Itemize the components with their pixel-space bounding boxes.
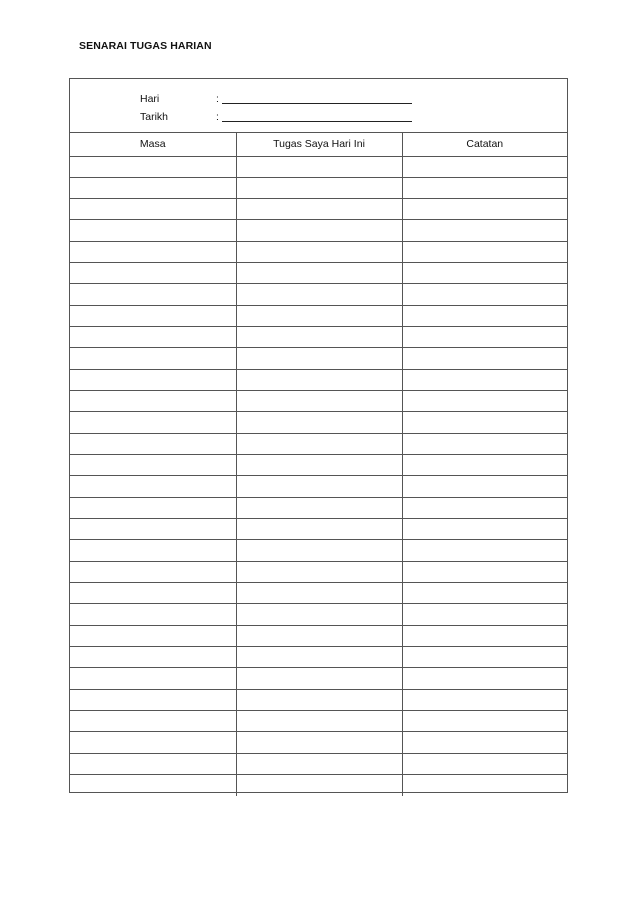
- time-cell[interactable]: [70, 625, 236, 646]
- table-row: [70, 455, 567, 476]
- task-cell[interactable]: [236, 519, 402, 540]
- task-cell[interactable]: [236, 199, 402, 220]
- time-cell[interactable]: [70, 156, 236, 177]
- notes-cell[interactable]: [402, 199, 567, 220]
- time-cell[interactable]: [70, 668, 236, 689]
- table-row: [70, 391, 567, 412]
- time-cell[interactable]: [70, 519, 236, 540]
- day-colon: :: [216, 93, 219, 105]
- time-cell[interactable]: [70, 433, 236, 454]
- task-cell[interactable]: [236, 348, 402, 369]
- table-row: [70, 156, 567, 177]
- notes-cell[interactable]: [402, 540, 567, 561]
- task-cell[interactable]: [236, 433, 402, 454]
- table-row: [70, 412, 567, 433]
- table-row: [70, 348, 567, 369]
- task-cell[interactable]: [236, 476, 402, 497]
- notes-cell[interactable]: [402, 753, 567, 774]
- task-cell[interactable]: [236, 241, 402, 262]
- notes-cell[interactable]: [402, 412, 567, 433]
- notes-cell[interactable]: [402, 348, 567, 369]
- task-cell[interactable]: [236, 647, 402, 668]
- notes-cell[interactable]: [402, 433, 567, 454]
- table-row: [70, 327, 567, 348]
- table-row: [70, 433, 567, 454]
- time-cell[interactable]: [70, 199, 236, 220]
- task-cell[interactable]: [236, 775, 402, 796]
- time-cell[interactable]: [70, 711, 236, 732]
- notes-cell[interactable]: [402, 583, 567, 604]
- task-cell[interactable]: [236, 732, 402, 753]
- time-cell[interactable]: [70, 220, 236, 241]
- task-cell[interactable]: [236, 604, 402, 625]
- table-row: [70, 241, 567, 262]
- task-cell[interactable]: [236, 391, 402, 412]
- table-row: [70, 604, 567, 625]
- table-row: [70, 177, 567, 198]
- notes-cell[interactable]: [402, 604, 567, 625]
- table-row: [70, 540, 567, 561]
- notes-cell[interactable]: [402, 711, 567, 732]
- task-cell[interactable]: [236, 668, 402, 689]
- table-row: [70, 625, 567, 646]
- notes-cell[interactable]: [402, 284, 567, 305]
- notes-cell[interactable]: [402, 519, 567, 540]
- time-cell[interactable]: [70, 497, 236, 518]
- table-row: [70, 561, 567, 582]
- time-cell[interactable]: [70, 177, 236, 198]
- table-row: [70, 220, 567, 241]
- table-row: [70, 711, 567, 732]
- table-row: [70, 519, 567, 540]
- time-cell[interactable]: [70, 540, 236, 561]
- notes-cell[interactable]: [402, 263, 567, 284]
- table-row: [70, 647, 567, 668]
- time-cell[interactable]: [70, 391, 236, 412]
- time-cell[interactable]: [70, 241, 236, 262]
- time-cell[interactable]: [70, 327, 236, 348]
- table-row: [70, 668, 567, 689]
- table-row: [70, 284, 567, 305]
- notes-cell[interactable]: [402, 732, 567, 753]
- notes-cell[interactable]: [402, 561, 567, 582]
- task-cell[interactable]: [236, 177, 402, 198]
- time-cell[interactable]: [70, 348, 236, 369]
- daily-task-form: [69, 78, 568, 793]
- notes-cell[interactable]: [402, 689, 567, 710]
- notes-cell[interactable]: [402, 305, 567, 326]
- table-row: [70, 497, 567, 518]
- task-cell[interactable]: [236, 305, 402, 326]
- time-cell[interactable]: [70, 369, 236, 390]
- task-cell[interactable]: [236, 497, 402, 518]
- task-cell[interactable]: [236, 455, 402, 476]
- time-cell[interactable]: [70, 775, 236, 796]
- time-cell[interactable]: [70, 561, 236, 582]
- notes-cell[interactable]: [402, 497, 567, 518]
- table-body: [70, 156, 567, 796]
- task-cell[interactable]: [236, 753, 402, 774]
- column-header-notes: Catatan: [402, 133, 567, 156]
- task-table: [70, 133, 567, 796]
- notes-cell[interactable]: [402, 476, 567, 497]
- task-cell[interactable]: [236, 369, 402, 390]
- task-cell[interactable]: [236, 583, 402, 604]
- task-cell[interactable]: [236, 625, 402, 646]
- table-row: [70, 583, 567, 604]
- notes-cell[interactable]: [402, 327, 567, 348]
- notes-cell[interactable]: [402, 455, 567, 476]
- table-row: [70, 753, 567, 774]
- notes-cell[interactable]: [402, 241, 567, 262]
- time-cell[interactable]: [70, 689, 236, 710]
- time-cell[interactable]: [70, 647, 236, 668]
- table-row: [70, 305, 567, 326]
- day-input-line[interactable]: [222, 103, 412, 104]
- time-cell[interactable]: [70, 753, 236, 774]
- notes-cell[interactable]: [402, 625, 567, 646]
- table-row: [70, 369, 567, 390]
- task-cell[interactable]: [236, 156, 402, 177]
- task-cell[interactable]: [236, 412, 402, 433]
- time-cell[interactable]: [70, 604, 236, 625]
- notes-cell[interactable]: [402, 369, 567, 390]
- column-header-task: Tugas Saya Hari Ini: [236, 133, 402, 156]
- table-row: [70, 263, 567, 284]
- task-cell[interactable]: [236, 540, 402, 561]
- task-cell[interactable]: [236, 327, 402, 348]
- notes-cell[interactable]: [402, 391, 567, 412]
- table-row: [70, 775, 567, 796]
- date-colon: :: [216, 111, 219, 123]
- task-cell[interactable]: [236, 263, 402, 284]
- notes-cell[interactable]: [402, 668, 567, 689]
- notes-cell[interactable]: [402, 647, 567, 668]
- date-label: Tarikh: [140, 111, 169, 123]
- task-cell[interactable]: [236, 220, 402, 241]
- task-cell[interactable]: [236, 284, 402, 305]
- notes-cell[interactable]: [402, 156, 567, 177]
- notes-cell[interactable]: [402, 775, 567, 796]
- time-cell[interactable]: [70, 263, 236, 284]
- table-row: [70, 476, 567, 497]
- notes-cell[interactable]: [402, 177, 567, 198]
- table-row: [70, 732, 567, 753]
- time-cell[interactable]: [70, 412, 236, 433]
- task-cell[interactable]: [236, 561, 402, 582]
- time-cell[interactable]: [70, 455, 236, 476]
- time-cell[interactable]: [70, 284, 236, 305]
- time-cell[interactable]: [70, 583, 236, 604]
- time-cell[interactable]: [70, 305, 236, 326]
- notes-cell[interactable]: [402, 220, 567, 241]
- form-header: [70, 79, 567, 133]
- table-header-row: [70, 133, 567, 156]
- day-label: Hari: [140, 93, 160, 105]
- time-cell[interactable]: [70, 732, 236, 753]
- column-header-time: Masa: [70, 133, 236, 156]
- date-input-line[interactable]: [222, 121, 412, 122]
- task-cell[interactable]: [236, 689, 402, 710]
- page-title: SENARAI TUGAS HARIAN: [79, 40, 212, 52]
- time-cell[interactable]: [70, 476, 236, 497]
- table-row: [70, 689, 567, 710]
- task-cell[interactable]: [236, 711, 402, 732]
- table-row: [70, 199, 567, 220]
